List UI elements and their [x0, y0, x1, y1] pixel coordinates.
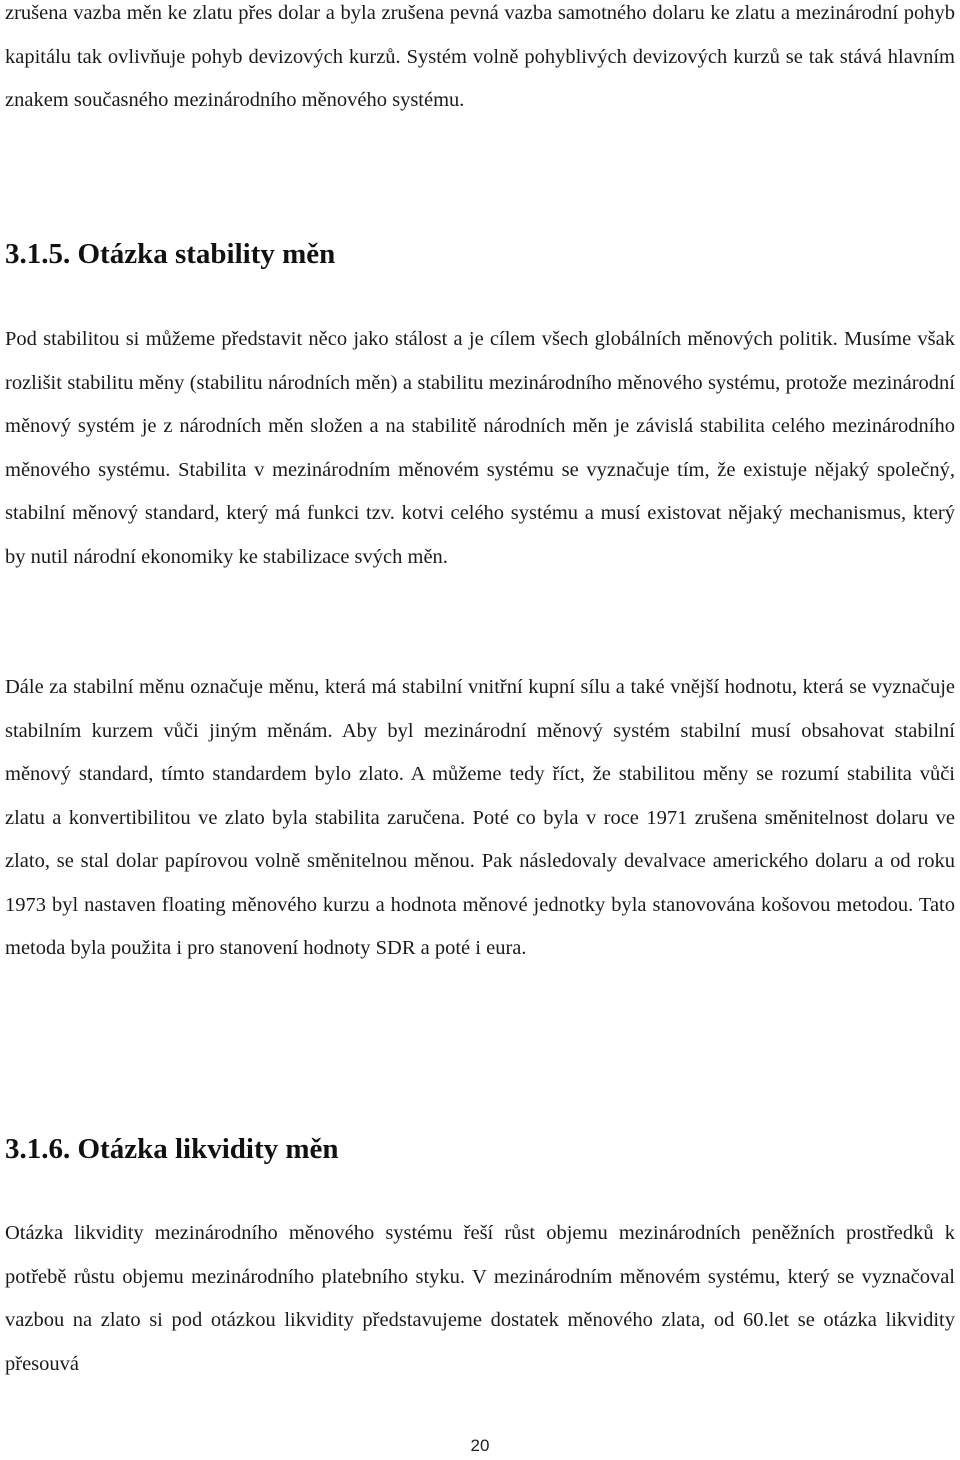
stability-paragraph-1: Pod stabilitou si můžeme představit něco jako stálost a je cílem všech globálních měnových politik. Musíme však rozlišit stabilitu měny (stabilitu národních měn) a stabilitu mezinárodního měnového systému, protože mezinárodní měnový systém je z národních měn složen a na stabilitě národních měn je závislá stabilita celého mezinárodního měnového systému. Stabilita v mezinárodním měnovém systému se vyznačuje tím, že existuje nějaký společný, stabilní měnový standard, který má funkci tzv. kotvi celého systému a musí existovat nějaký mechanismus, který by nutil národní ekonomiky ke stabilizace svých měn. [5, 328, 955, 568]
stability-paragraph-2: Dále za stabilní měnu označuje měnu, která má stabilní vnitřní kupní sílu a také vnější hodnotu, která se vyznačuje stabilním kurzem vůči jiným měnám. Aby byl mezinárodní měnový systém stabilní musí obsahovat stabilní měnový standard, tímto standardem bylo zlato. A můžeme tedy říct, že stabilitou měny se rozumí stabilita vůči zlatu a konvertibilitou ve zlato byla stabilita zaručena. Poté co byla v roce 1971 zrušena směnitelnost dolaru ve zlato, se stal dolar papírovou volně směnitelnou měnou. Pak následovaly devalvace amerického dolaru a od roku 1973 byl nastaven floating měnového kurzu a hodnota měnové jednotky byla stanovována košovou metodou. Tato metoda byla použita i pro stanovení hodnoty SDR a poté i eura. [5, 676, 955, 959]
section-heading-stability: 3.1.5. Otázka stability měn [5, 238, 336, 270]
page-number: 20 [470, 1436, 490, 1455]
section-heading-liquidity: 3.1.6. Otázka likvidity měn [5, 1133, 339, 1165]
intro-paragraph: zrušena vazba měn ke zlatu přes dolar a byla zrušena pevná vazba samotného dolaru ke zlatu a mezinárodní pohyb kapitálu tak ovlivňuje pohyb devizových kurzů. Systém volně pohyblivých devizových kurzů se tak stává hlavním znakem současného mezinárodního měnového systému. [5, 2, 955, 111]
liquidity-paragraph-1: Otázka likvidity mezinárodního měnového systému řeší růst objemu mezinárodních peněžních prostředků k potřebě růstu objemu mezinárodního platebního styku. V mezinárodním měnovém systému, který se vyznačoval vazbou na zlato si pod otázkou likvidity představujeme dostatek měnového zlata, od 60.let se otázka likvidity přesouvá [5, 1222, 955, 1375]
